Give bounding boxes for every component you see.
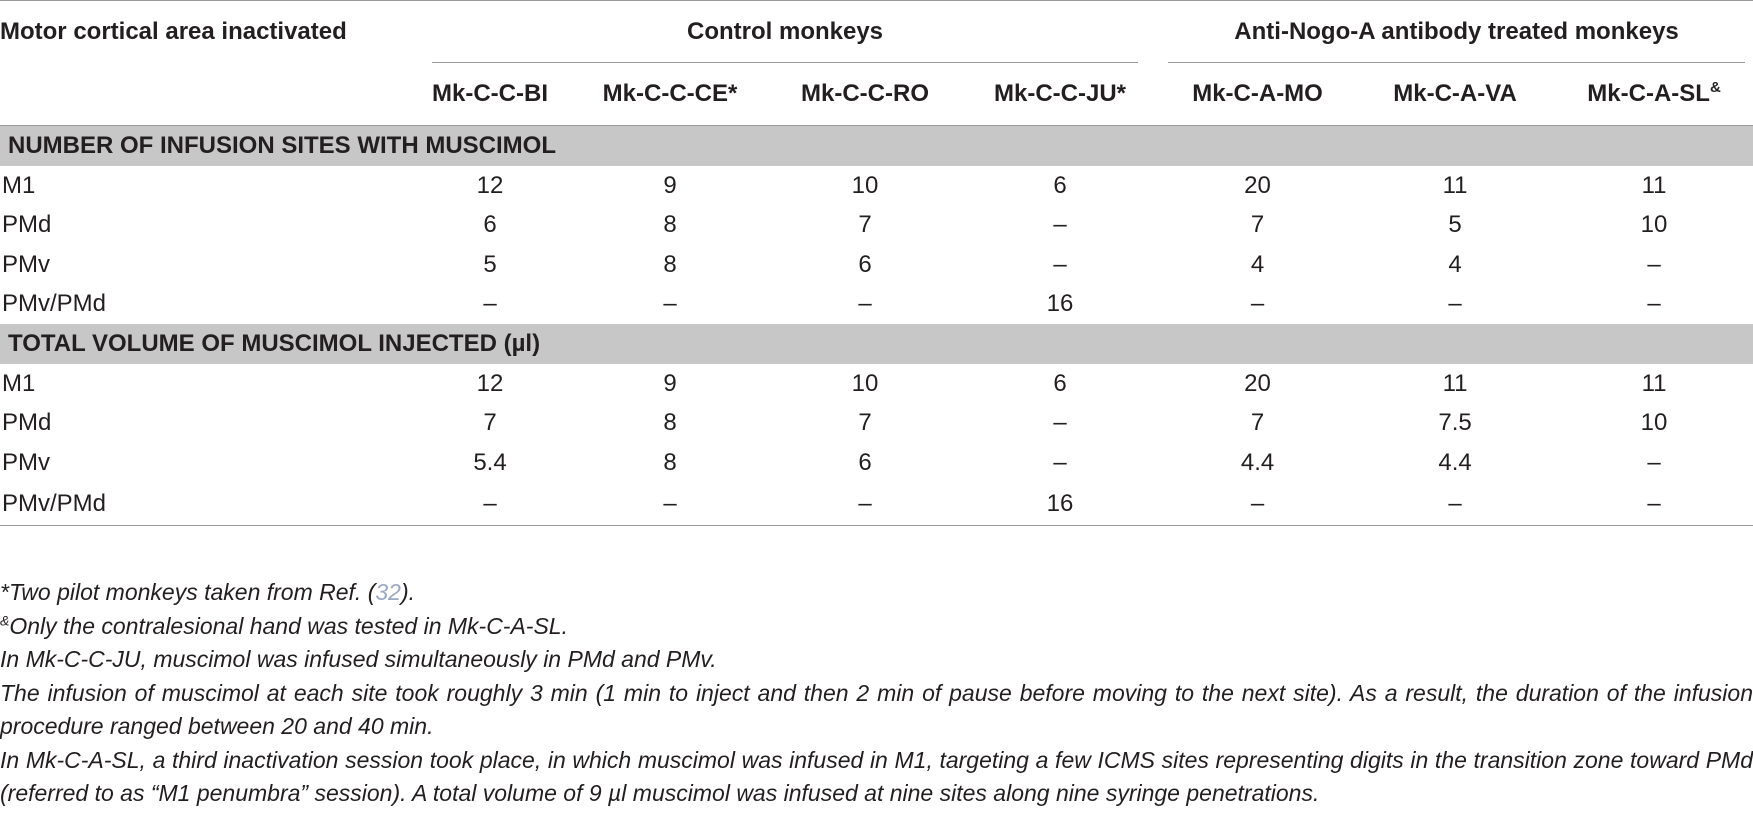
column-header-row bbox=[0, 63, 1753, 126]
table-cell: 5 bbox=[1448, 211, 1462, 239]
table-cell: 7.5 bbox=[1438, 409, 1472, 437]
table-row bbox=[0, 245, 1753, 285]
footnote-pilot-close: ). bbox=[400, 579, 416, 605]
ampersand-superscript: & bbox=[1709, 79, 1721, 96]
table-cell: 7 bbox=[483, 409, 497, 437]
row-label: M1 bbox=[2, 369, 36, 397]
table-cell: – bbox=[1160, 483, 1355, 526]
table-cell: 16 bbox=[960, 483, 1160, 526]
footnote-infusion-duration: The infusion of muscimol at each site took roughly 3 min (1 min to inject and then 2 min of pause before moving to the next site). As a result, the duration of the infusion procedure ranged between 20 and 40 min. bbox=[0, 679, 1753, 739]
table-footnotes bbox=[0, 576, 1753, 811]
control-group-underline bbox=[432, 62, 1138, 63]
row-label: PMd bbox=[2, 409, 52, 437]
treated-group-header bbox=[1160, 1, 1753, 64]
table-cell: 8 bbox=[663, 211, 677, 239]
table-cell: 6 bbox=[1053, 369, 1067, 397]
footnote-contralesional bbox=[0, 610, 1753, 644]
table-cell: – bbox=[1647, 448, 1661, 476]
table-cell: 7 bbox=[1250, 409, 1265, 437]
table-cell: – bbox=[1250, 290, 1265, 318]
table-cell: 20 bbox=[1244, 369, 1271, 397]
table-cell: 4 bbox=[1250, 250, 1265, 278]
table-cell: 10 bbox=[1640, 409, 1668, 437]
table-cell: 7 bbox=[858, 409, 872, 437]
table-cell: 10 bbox=[1640, 211, 1668, 239]
table-cell: 11 bbox=[1641, 171, 1667, 199]
column-header-sl bbox=[1555, 63, 1753, 126]
table-cell: 4 bbox=[1448, 250, 1462, 278]
column-header: Mk-C-C-JU* bbox=[960, 63, 1160, 126]
table-row bbox=[0, 404, 1753, 444]
column-header: Mk-C-A-MO bbox=[1160, 63, 1355, 126]
table-cell: 8 bbox=[663, 250, 677, 278]
table-cell: 9 bbox=[663, 171, 677, 199]
column-header: Mk-C-C-CE* bbox=[570, 63, 770, 126]
treated-group-label: Anti-Nogo-A antibody treated monkeys bbox=[1234, 18, 1679, 45]
section-row-total-volume bbox=[0, 324, 1753, 364]
reference-link-32[interactable]: 32 bbox=[375, 579, 401, 605]
section-title: NUMBER OF INFUSION SITES WITH MUSCIMOL bbox=[0, 126, 1753, 167]
treated-group-underline bbox=[1168, 62, 1745, 63]
footnote-pilot-text: *Two pilot monkeys taken from Ref. ( bbox=[0, 579, 376, 605]
table-cell: 10 bbox=[851, 171, 879, 199]
table-cell: 4.4 bbox=[1438, 448, 1472, 476]
table-cell: 11 bbox=[1442, 369, 1468, 397]
table-row bbox=[0, 443, 1753, 483]
table-cell: 5.4 bbox=[473, 448, 507, 476]
column-header: Mk-C-C-BI bbox=[410, 63, 570, 126]
table-row bbox=[0, 166, 1753, 206]
row-label: M1 bbox=[2, 171, 36, 199]
table-cell: 6 bbox=[483, 211, 497, 239]
footnote-contralesional-text: Only the contralesional hand was tested in Mk-C-A-SL. bbox=[9, 612, 568, 639]
table-cell: 10 bbox=[851, 369, 879, 397]
table-cell: – bbox=[1053, 211, 1067, 239]
section-row-infusion-sites bbox=[0, 126, 1753, 167]
table-row bbox=[0, 483, 1753, 526]
row-label: PMd bbox=[2, 211, 52, 239]
table-cell: – bbox=[570, 483, 770, 526]
row-label: PMv bbox=[2, 448, 50, 476]
table-cell: – bbox=[858, 290, 872, 318]
group-header-row bbox=[0, 1, 1753, 64]
footnote-ju: In Mk-C-C-JU, muscimol was infused simultaneously in PMd and PMv. bbox=[0, 646, 717, 672]
control-group-header bbox=[410, 1, 1160, 64]
table-cell: – bbox=[483, 290, 497, 318]
footnote-sl-session: In Mk-C-A-SL, a third inactivation session took place, in which muscimol was infused in M1, targeting a few ICMS sites representing digits in the transition zone toward PMd (referred to as “M1 penumbra” session). A total volume of 9 µl muscimol was infused at nine sites along nine syringe penetrations. bbox=[0, 746, 1753, 806]
table-cell: 11 bbox=[1641, 369, 1667, 397]
row-label: PMv/PMd bbox=[0, 483, 410, 526]
ampersand-mark: & bbox=[0, 611, 10, 628]
table-cell: – bbox=[1053, 250, 1067, 278]
table-cell: – bbox=[1053, 409, 1067, 437]
table-cell: 4.4 bbox=[1240, 448, 1275, 476]
table-cell: 7 bbox=[1250, 211, 1265, 239]
table-cell: 9 bbox=[663, 369, 677, 397]
control-group-label: Control monkeys bbox=[687, 18, 884, 45]
table-row bbox=[0, 206, 1753, 246]
column-header-sl-label: Mk-C-A-SL bbox=[1587, 80, 1710, 107]
footnote-pilot bbox=[0, 576, 1753, 610]
table-row bbox=[0, 364, 1753, 404]
corner-header: Motor cortical area inactivated bbox=[0, 1, 410, 64]
table-cell: 6 bbox=[858, 448, 872, 476]
table-cell: 7 bbox=[858, 211, 872, 239]
table-cell: 5 bbox=[483, 250, 497, 278]
table-row bbox=[0, 285, 1753, 325]
table-cell: 6 bbox=[1053, 171, 1067, 199]
row-label: PMv/PMd bbox=[2, 290, 107, 318]
table-cell: 20 bbox=[1244, 171, 1271, 199]
table-cell: – bbox=[1448, 290, 1462, 318]
row-label: PMv bbox=[2, 250, 50, 278]
table-cell: – bbox=[1555, 483, 1753, 526]
table-cell: – bbox=[663, 290, 677, 318]
column-header-blank bbox=[0, 63, 410, 126]
table-cell: 11 bbox=[1442, 171, 1468, 199]
column-header: Mk-C-C-RO bbox=[770, 63, 960, 126]
table-cell: – bbox=[1647, 250, 1661, 278]
table-cell: – bbox=[1355, 483, 1555, 526]
table-cell: 8 bbox=[663, 448, 677, 476]
table-cell: 8 bbox=[663, 409, 677, 437]
table-cell: 12 bbox=[476, 369, 504, 397]
table-cell: 12 bbox=[476, 171, 504, 199]
table-cell: – bbox=[1647, 290, 1661, 318]
table-cell: – bbox=[1053, 448, 1067, 476]
column-header: Mk-C-A-VA bbox=[1355, 63, 1555, 126]
section-title: TOTAL VOLUME OF MUSCIMOL INJECTED (µl) bbox=[0, 324, 1753, 364]
table-cell: 16 bbox=[1046, 290, 1074, 318]
table-cell: 6 bbox=[858, 250, 872, 278]
table-cell: – bbox=[410, 483, 570, 526]
table-cell: – bbox=[770, 483, 960, 526]
